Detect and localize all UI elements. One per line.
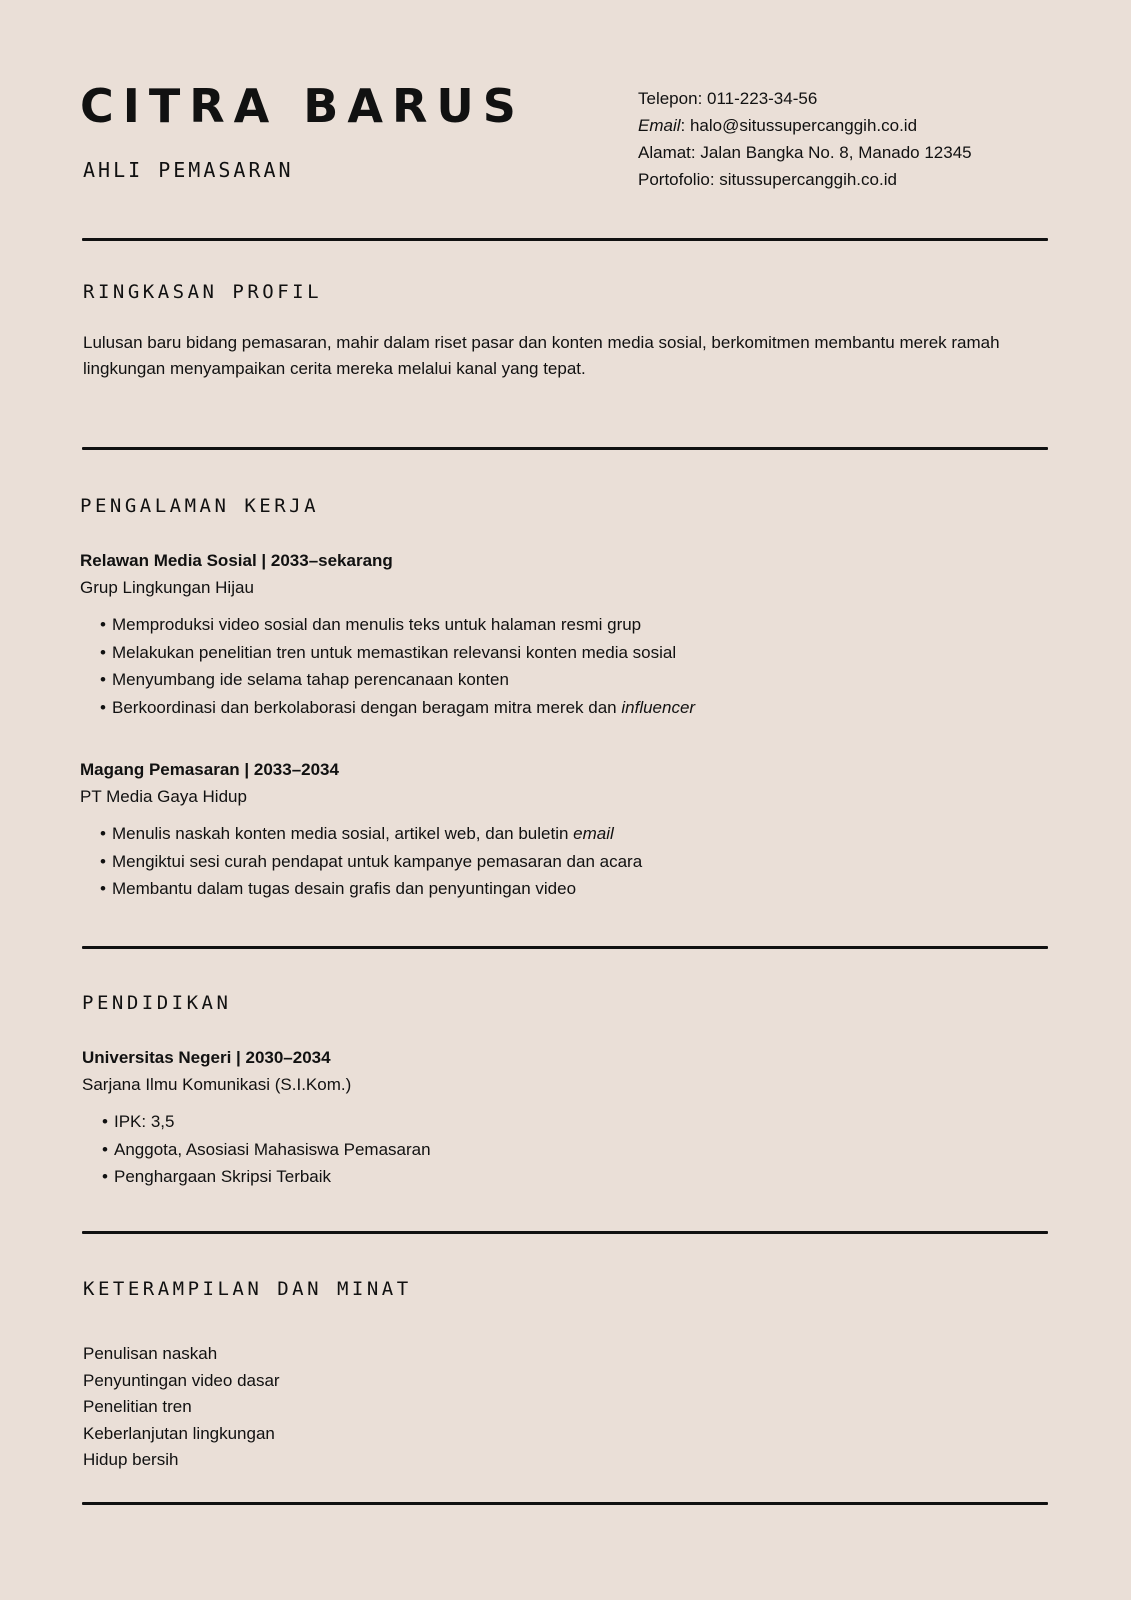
list-item: • Melakukan penelitian tren untuk memastikan relevansi konten media sosial	[100, 639, 695, 667]
contact-email: Email: halo@situssupercanggih.co.id	[638, 116, 918, 135]
job-duties	[80, 611, 695, 721]
phone-value[interactable]: 011-223-34-56	[707, 89, 818, 108]
address-label: Alamat	[638, 143, 691, 162]
skills-list	[83, 1341, 280, 1474]
address-value: Jalan Bangka No. 8, Manado 12345	[700, 143, 972, 162]
list-item-text: Menulis naskah konten media sosial, artikel web, dan buletin	[112, 824, 574, 843]
divider	[82, 238, 1048, 241]
portfolio-value[interactable]: situssupercanggih.co.id	[719, 170, 897, 189]
contact-phone: Telepon: 011-223-34-56	[638, 89, 818, 108]
list-item: • Membantu dalam tugas desain grafis dan penyuntingan video	[100, 875, 642, 903]
list-item	[100, 820, 642, 848]
list-item: • Penghargaan Skripsi Terbaik	[102, 1163, 431, 1191]
job-heading: Magang Pemasaran | 2033–2034	[80, 760, 339, 779]
job-entry	[80, 756, 642, 903]
list-item-text: Berkoordinasi dan berkolaborasi dengan beragam mitra merek dan	[112, 697, 622, 717]
divider	[82, 946, 1048, 949]
divider	[82, 447, 1048, 450]
experience-section-title: PENGALAMAN KERJA	[80, 495, 320, 517]
job-duties	[80, 820, 642, 903]
list-item: • Mengiktui sesi curah pendapat untuk kampanye pemasaran dan acara	[100, 848, 642, 876]
profile-section-title: RINGKASAN PROFIL	[83, 281, 323, 303]
contact-block	[638, 85, 972, 193]
divider	[82, 1231, 1048, 1234]
phone-label: Telepon	[638, 89, 698, 108]
education-entry	[82, 1044, 431, 1191]
skill-item: Penyuntingan video dasar	[83, 1370, 280, 1390]
skill-item: Hidup bersih	[83, 1450, 179, 1469]
skill-item: Penelitian tren	[83, 1397, 192, 1416]
email-label: Email	[638, 116, 681, 135]
list-item-italic: influencer	[621, 697, 696, 717]
divider	[82, 1502, 1048, 1505]
job-organization: Grup Lingkungan Hijau	[80, 578, 254, 597]
resume-name: CITRA BARUS	[80, 79, 525, 133]
contact-portfolio: Portofolio: situssupercanggih.co.id	[638, 170, 897, 189]
education-degree: Sarjana Ilmu Komunikasi (S.I.Kom.)	[82, 1075, 352, 1094]
education-details	[82, 1108, 431, 1191]
job-organization: PT Media Gaya Hidup	[80, 787, 247, 806]
list-item-italic: email	[573, 824, 614, 843]
job-heading: Relawan Media Sosial | 2033–sekarang	[80, 551, 393, 570]
job-entry	[80, 547, 695, 721]
skills-section-title: KETERAMPILAN DAN MINAT	[83, 1278, 412, 1300]
list-item: • IPK: 3,5	[102, 1108, 431, 1136]
portfolio-label: Portofolio	[638, 170, 710, 189]
list-item	[100, 694, 695, 722]
education-heading: Universitas Negeri | 2030–2034	[82, 1048, 331, 1067]
profile-summary: Lulusan baru bidang pemasaran, mahir dalam riset pasar dan konten media sosial, berkomitmen membantu merek ramah lingkungan menyampaikan cerita mereka melalui kanal yang tepat.	[83, 333, 1000, 378]
skill-item: Penulisan naskah	[83, 1344, 218, 1363]
skill-item: Keberlanjutan lingkungan	[83, 1423, 275, 1443]
contact-address: Alamat: Jalan Bangka No. 8, Manado 12345	[638, 143, 972, 162]
list-item: • Memproduksi video sosial dan menulis teks untuk halaman resmi grup	[100, 611, 695, 639]
list-item: • Anggota, Asosiasi Mahasiswa Pemasaran	[102, 1136, 431, 1164]
resume-role: AHLI PEMASARAN	[83, 158, 294, 182]
email-value[interactable]: halo@situssupercanggih.co.id	[689, 116, 918, 135]
education-section-title: PENDIDIKAN	[82, 992, 232, 1014]
list-item: • Menyumbang ide selama tahap perencanaan konten	[100, 666, 695, 694]
